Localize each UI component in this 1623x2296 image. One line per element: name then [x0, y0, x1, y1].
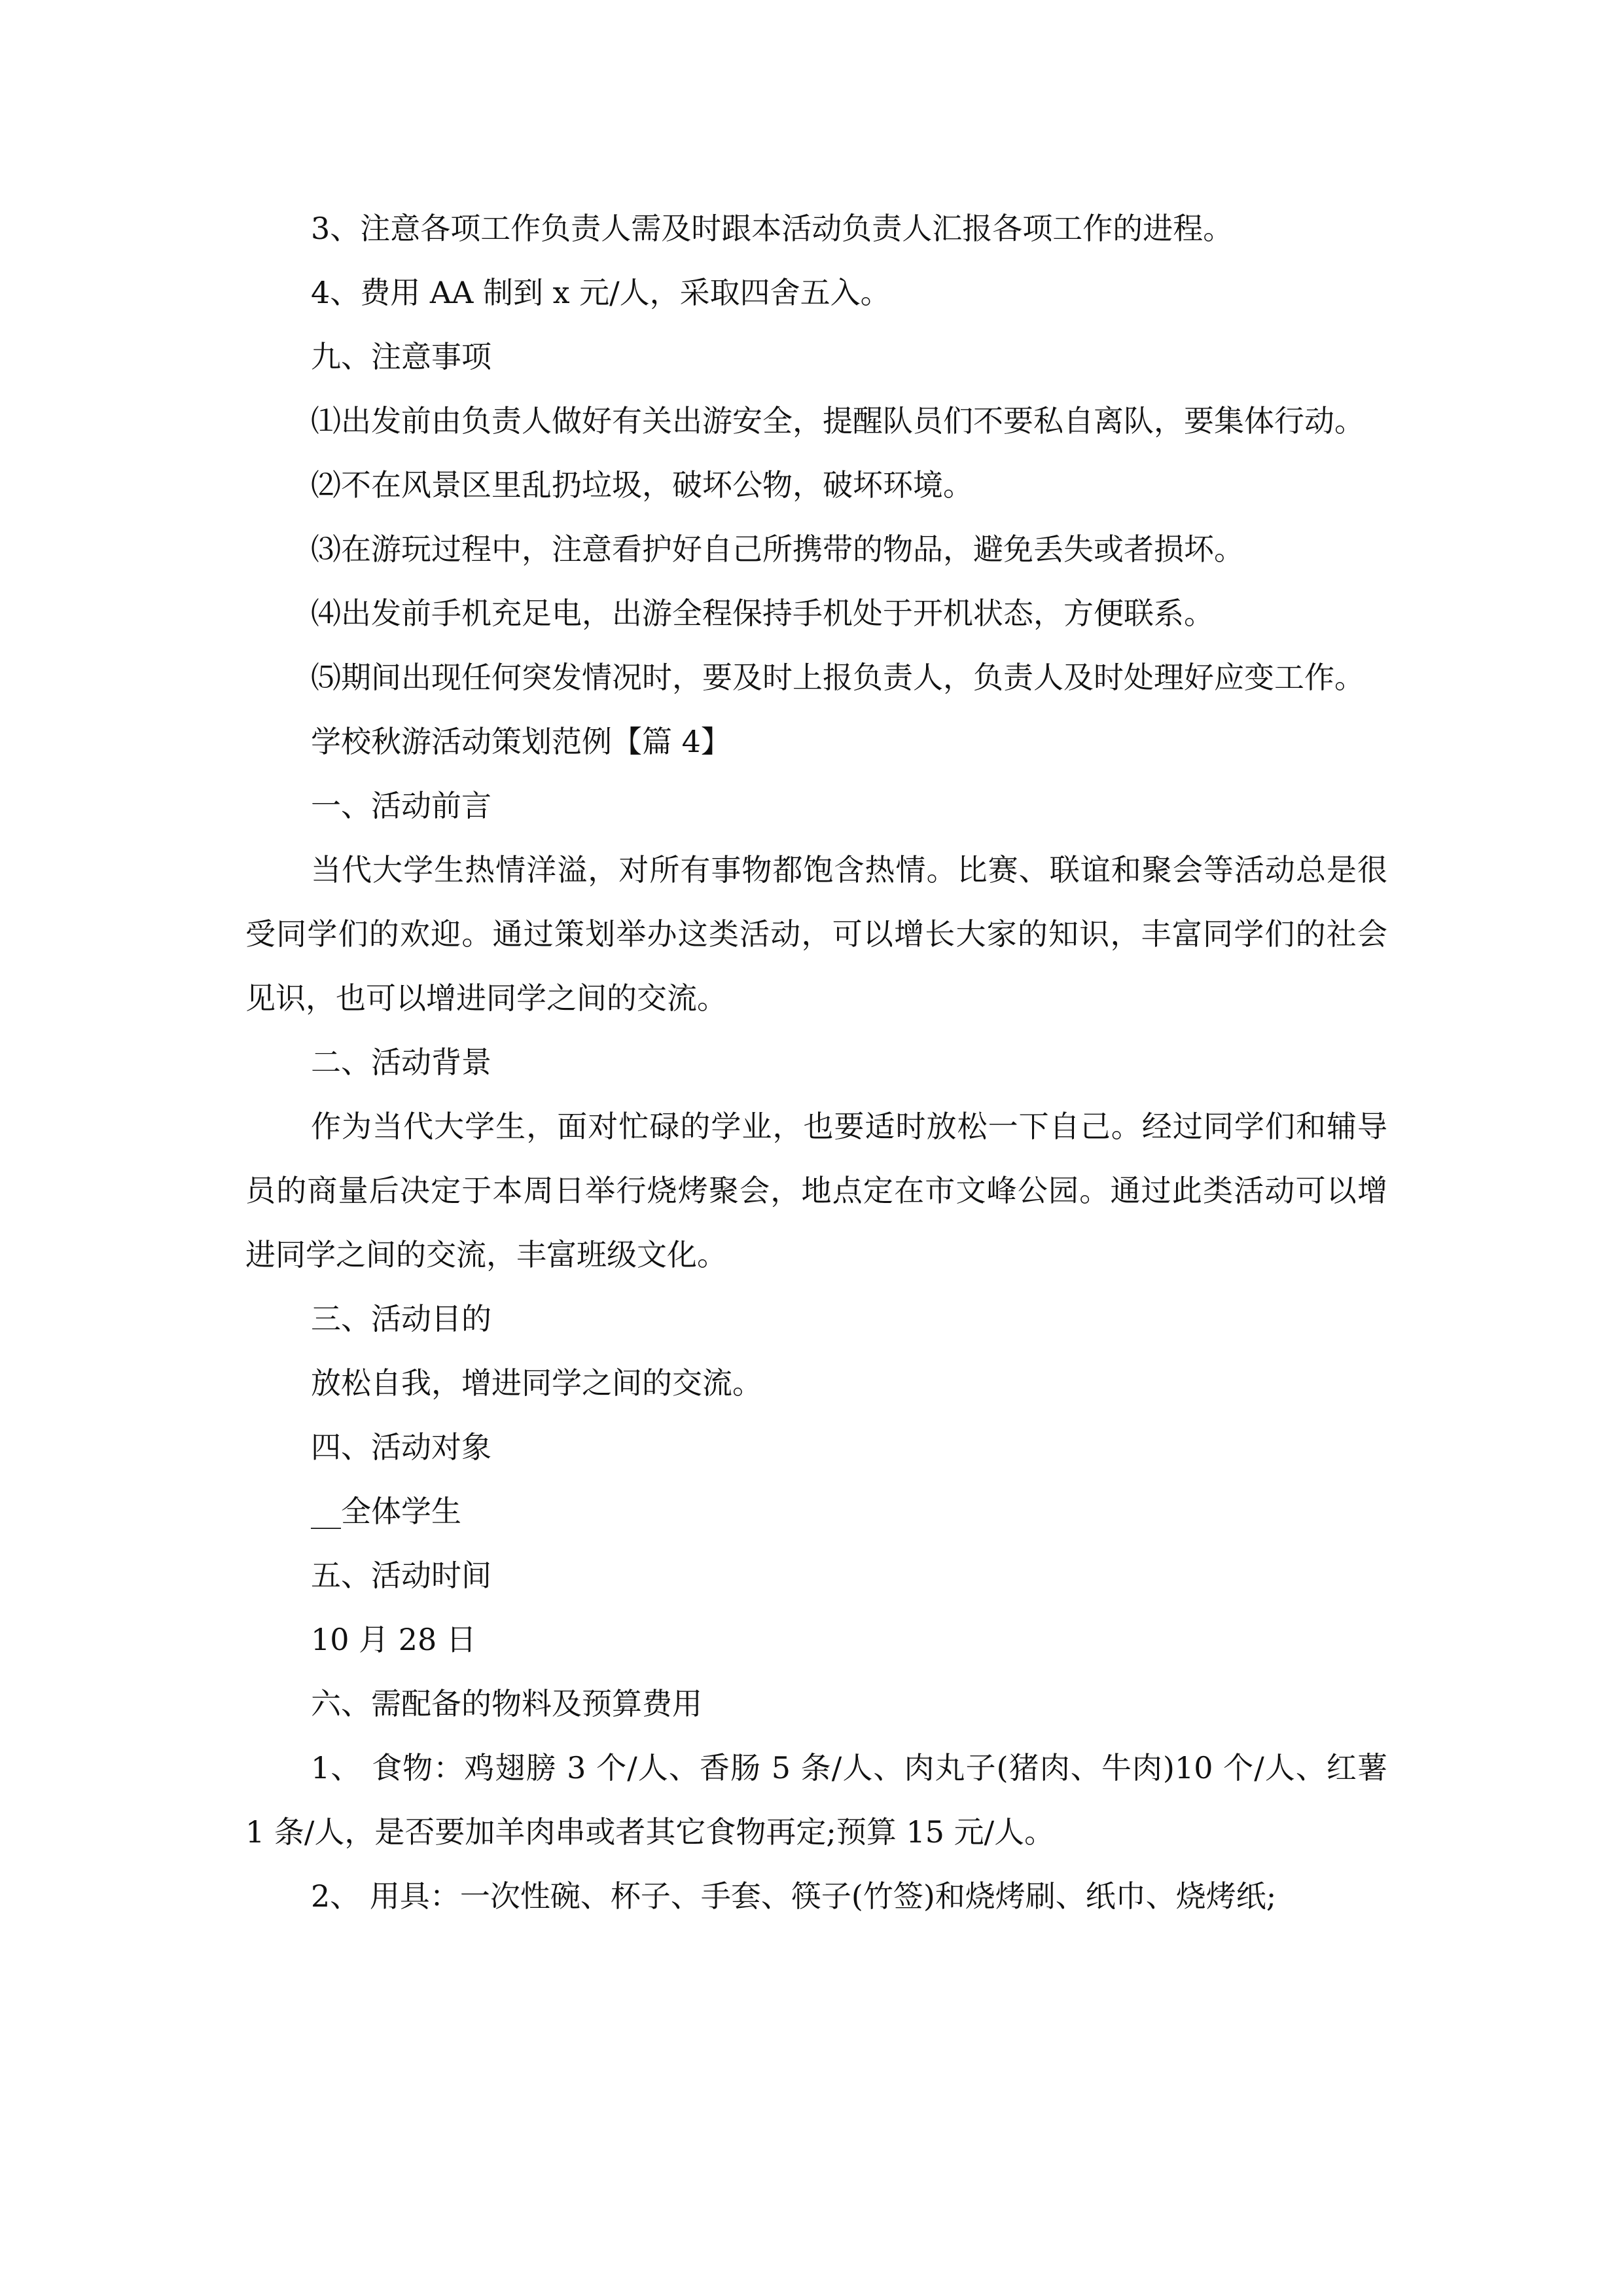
- section-heading-2: 二、活动背景: [311, 1045, 491, 1080]
- background-paragraph: 作为当代大学生，面对忙碌的学业，也要适时放松一下自己。经过同学们和辅导员的商量后决定于本周日举行烧烤聚会，地点定在市文峰公园。通过此类活动可以增进同学之间的交流，丰富班级文化。: [245, 1109, 1387, 1272]
- notice-item-1: ⑴出发前由负责人做好有关出游安全，提醒队员们不要私自离队，要集体行动。: [311, 403, 1364, 439]
- notice-item-5: ⑸期间出现任何突发情况时，要及时上报负责人，负责人及时处理好应变工作。: [311, 660, 1364, 695]
- section-heading-4: 四、活动对象: [311, 1429, 491, 1465]
- date-paragraph: 10 月 28 日: [311, 1622, 476, 1657]
- paragraph-item-4: 4、费用 AA 制到 x 元/人，采取四舍五入。: [311, 275, 891, 310]
- section-heading-1: 一、活动前言: [311, 788, 491, 823]
- materials-item-1: 1、 食物：鸡翅膀 3 个/人、香肠 5 条/人、肉丸子(猪肉、牛肉)10 个/人、红薯 1 条/人，是否要加羊肉串或者其它食物再定;预算 15 元/人。: [245, 1750, 1387, 1850]
- purpose-paragraph: 放松自我，增进同学之间的交流。: [311, 1365, 762, 1401]
- notice-item-3: ⑶在游玩过程中，注意看护好自己所携带的物品，避免丢失或者损坏。: [311, 531, 1244, 567]
- article-title: 学校秋游活动策划范例【篇 4】: [311, 724, 731, 759]
- audience-paragraph: __全体学生: [311, 1494, 461, 1529]
- section-heading-3: 三、活动目的: [311, 1301, 491, 1336]
- notice-item-4: ⑷出发前手机充足电，出游全程保持手机处于开机状态，方便联系。: [311, 596, 1214, 631]
- materials-item-2: 2、 用具：一次性碗、杯子、手套、筷子(竹签)和烧烤刷、纸巾、烧烤纸;: [311, 1878, 1277, 1914]
- paragraph-item-3: 3、注意各项工作负责人需及时跟本活动负责人汇报各项工作的进程。: [311, 211, 1234, 246]
- section-heading-5: 五、活动时间: [311, 1558, 491, 1593]
- document-page: [245, 196, 1387, 1928]
- preface-paragraph: 当代大学生热情洋溢，对所有事物都饱含热情。比赛、联谊和聚会等活动总是很受同学们的欢迎。通过策划举办这类活动，可以增长大家的知识，丰富同学们的社会见识，也可以增进同学之间的交流。: [245, 852, 1387, 1016]
- notice-item-2: ⑵不在风景区里乱扔垃圾，破坏公物，破坏环境。: [311, 467, 973, 503]
- section-heading-9: 九、注意事项: [311, 339, 491, 374]
- section-heading-6: 六、需配备的物料及预算费用: [311, 1686, 702, 1721]
